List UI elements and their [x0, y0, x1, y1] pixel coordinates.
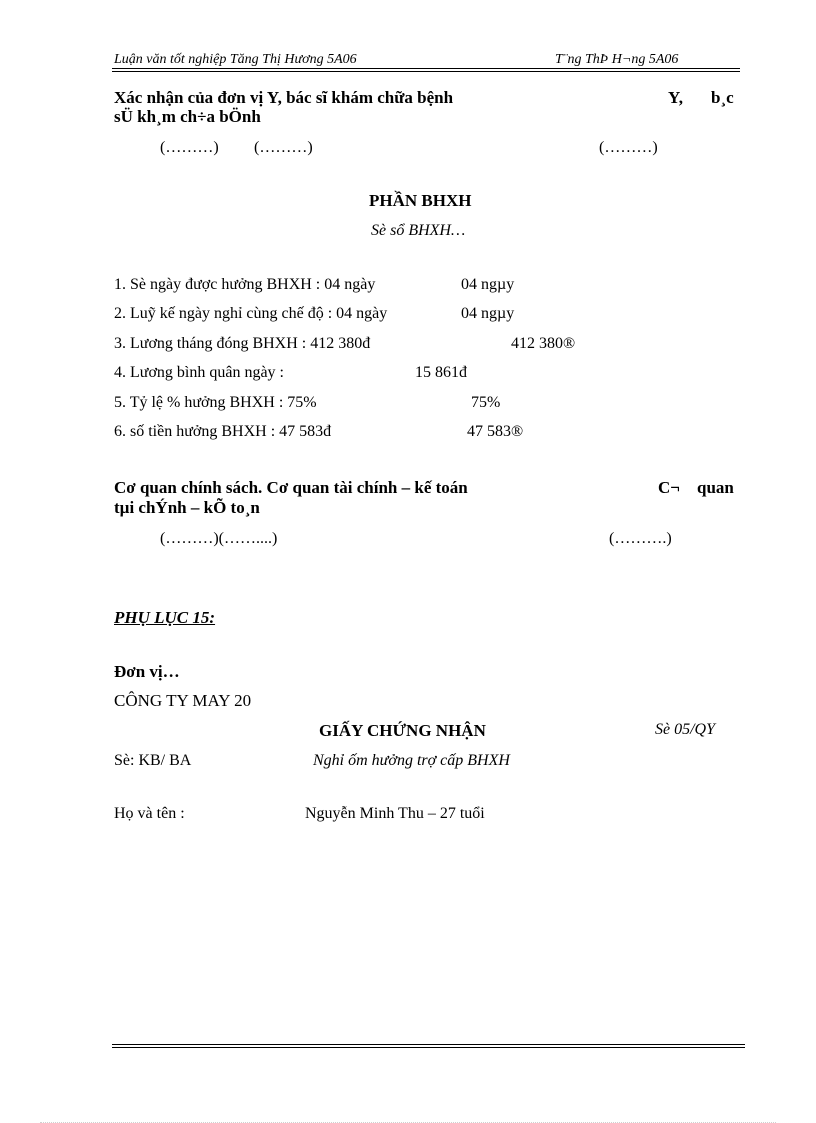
unit-label: Đơn vị… — [114, 662, 180, 681]
bhxh-item-value: 04 ngµy — [461, 305, 515, 322]
bhxh-item-label: 5. Tỷ lệ % hưởng BHXH : 75% — [114, 394, 317, 411]
certificate-number: Sè 05/QY — [655, 721, 715, 738]
signature-placeholder-1: (………) — [160, 139, 219, 156]
signature-placeholder-left: (………)(……....) — [160, 530, 278, 547]
bhxh-item-label: 3. Lương tháng đóng BHXH : 412 380đ — [114, 335, 371, 352]
header-rule-top — [112, 68, 740, 69]
certificate-subtitle: Nghỉ ốm hưởng trợ cấp BHXH — [313, 752, 510, 769]
signature-placeholder-3: (………) — [599, 139, 658, 156]
bhxh-item-value: 15 861đ — [415, 364, 467, 381]
signature-placeholder-right: (……….) — [609, 530, 672, 547]
header-rule-bottom — [112, 71, 740, 72]
bhxh-item-label: 6. số tiền hưởng BHXH : 47 583đ — [114, 423, 332, 440]
confirm-bottom-line1: Cơ quan chính sách. Cơ quan tài chính – kế toán — [114, 478, 468, 497]
bhxh-item-value: 04 ngµy — [461, 276, 515, 293]
confirm-bottom-right-a: C¬ — [658, 478, 680, 497]
signature-placeholder-2: (………) — [254, 139, 313, 156]
bhxh-item-label: 1. Sè ngày được hưởng BHXH : 04 ngày — [114, 276, 376, 293]
confirm-top-right-a: Y, — [668, 88, 683, 107]
bhxh-book-number: Sè sổ BHXH… — [371, 222, 466, 239]
confirm-top-right-b: b¸c — [711, 88, 734, 107]
running-header-right: T¨ng ThÞ H¬ng 5A06 — [555, 52, 679, 67]
confirm-bottom-line2: tµi chÝnh – kÕ to¸n — [114, 498, 260, 517]
footer-rule-bottom — [112, 1047, 745, 1048]
bhxh-item-value: 75% — [471, 394, 501, 411]
bhxh-item-label: 2. Luỹ kế ngày nghỉ cùng chế độ : 04 ngày — [114, 305, 388, 322]
footer-rule-top — [112, 1044, 745, 1045]
so-kb-ba-label: Sè: KB/ BA — [114, 752, 192, 769]
confirm-bottom-right-b: quan — [697, 478, 734, 497]
name-label: Họ và tên : — [114, 805, 185, 822]
confirm-top-line2: sÜ kh¸m ch÷a bÖnh — [114, 107, 261, 126]
bhxh-item-label: 4. Lương bình quân ngày : — [114, 364, 284, 381]
appendix-heading: PHỤ LỤC 15: — [114, 608, 216, 627]
name-value: Nguyễn Minh Thu – 27 tuổi — [305, 805, 485, 822]
confirm-top-line1: Xác nhận của đơn vị Y, bác sĩ khám chữa bệnh — [114, 88, 454, 107]
bhxh-section-title: PHẦN BHXH — [369, 191, 472, 210]
bhxh-item-value: 412 380® — [511, 335, 576, 352]
certificate-title: GIẤY CHỨNG NHẬN — [319, 721, 486, 740]
company-name: CÔNG TY MAY 20 — [114, 691, 252, 710]
running-header-left: Luận văn tốt nghiệp Tăng Thị Hương 5A06 — [114, 52, 357, 67]
bhxh-item-value: 47 583® — [467, 423, 524, 440]
